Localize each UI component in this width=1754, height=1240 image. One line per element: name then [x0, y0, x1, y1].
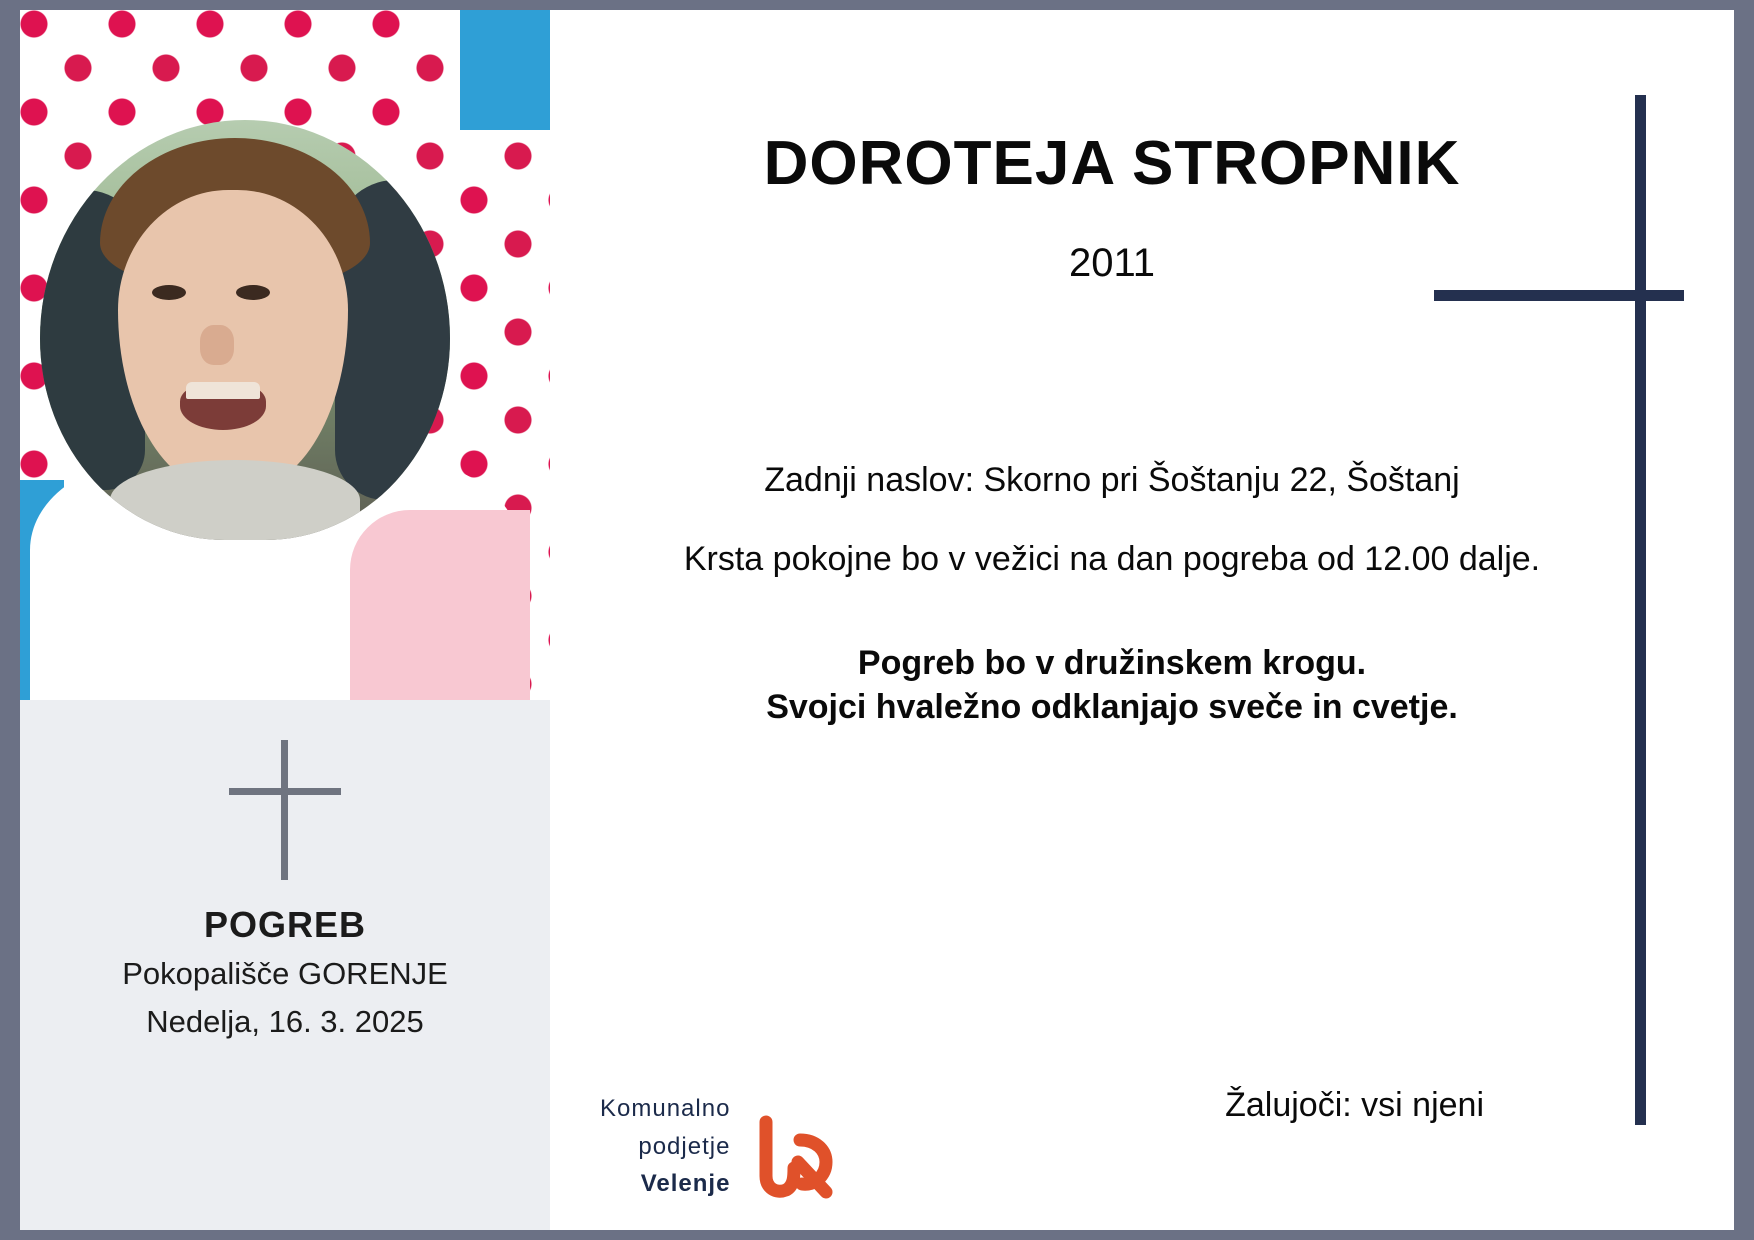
last-address-line: Zadnji naslov: Skorno pri Šoštanju 22, Šoštanj — [764, 461, 1460, 499]
family-funeral-line: Pogreb bo v družinskem krogu. — [857, 643, 1367, 682]
deceased-photo — [20, 10, 550, 700]
deceased-name: DOROTEJA STROPNIK — [763, 129, 1461, 198]
company-logo-line2: podjetje — [638, 1132, 731, 1160]
collar — [110, 460, 360, 540]
company-logo-text — [600, 1090, 730, 1202]
cross-icon — [215, 740, 355, 880]
kp-velenje-mark-icon — [746, 1106, 842, 1202]
coffin-viewing-line: Krsta pokojne bo v vežici na dan pogreba od 12.00 dalje. — [683, 540, 1541, 579]
large-cross-icon — [1434, 95, 1684, 1125]
company-logo-line1: Komunalno — [600, 1095, 731, 1123]
teeth — [186, 382, 260, 399]
right-column — [550, 10, 1734, 1230]
no-flowers-line: Svojci hvaležno odklanjajo sveče in cvetje. — [766, 687, 1458, 726]
funeral-title: POGREB — [203, 904, 367, 945]
blue-accent-top — [460, 10, 550, 130]
mourners-line: Žalujoči: vsi njeni — [1225, 1086, 1484, 1124]
company-logo — [600, 1090, 842, 1202]
pink-accent-shape — [350, 510, 530, 700]
eye-left — [152, 285, 186, 300]
funeral-cemetery: Pokopališče GORENJE — [122, 956, 448, 991]
obituary-card — [20, 10, 1734, 1230]
eye-right — [236, 285, 270, 300]
funeral-date: Nedelja, 16. 3. 2025 — [146, 1003, 424, 1039]
company-logo-line3: Velenje — [640, 1169, 731, 1197]
left-column — [20, 10, 550, 1230]
nose — [200, 325, 234, 365]
portrait-image — [40, 120, 450, 540]
deceased-year: 2011 — [1068, 241, 1155, 285]
funeral-details-panel — [20, 700, 550, 1230]
